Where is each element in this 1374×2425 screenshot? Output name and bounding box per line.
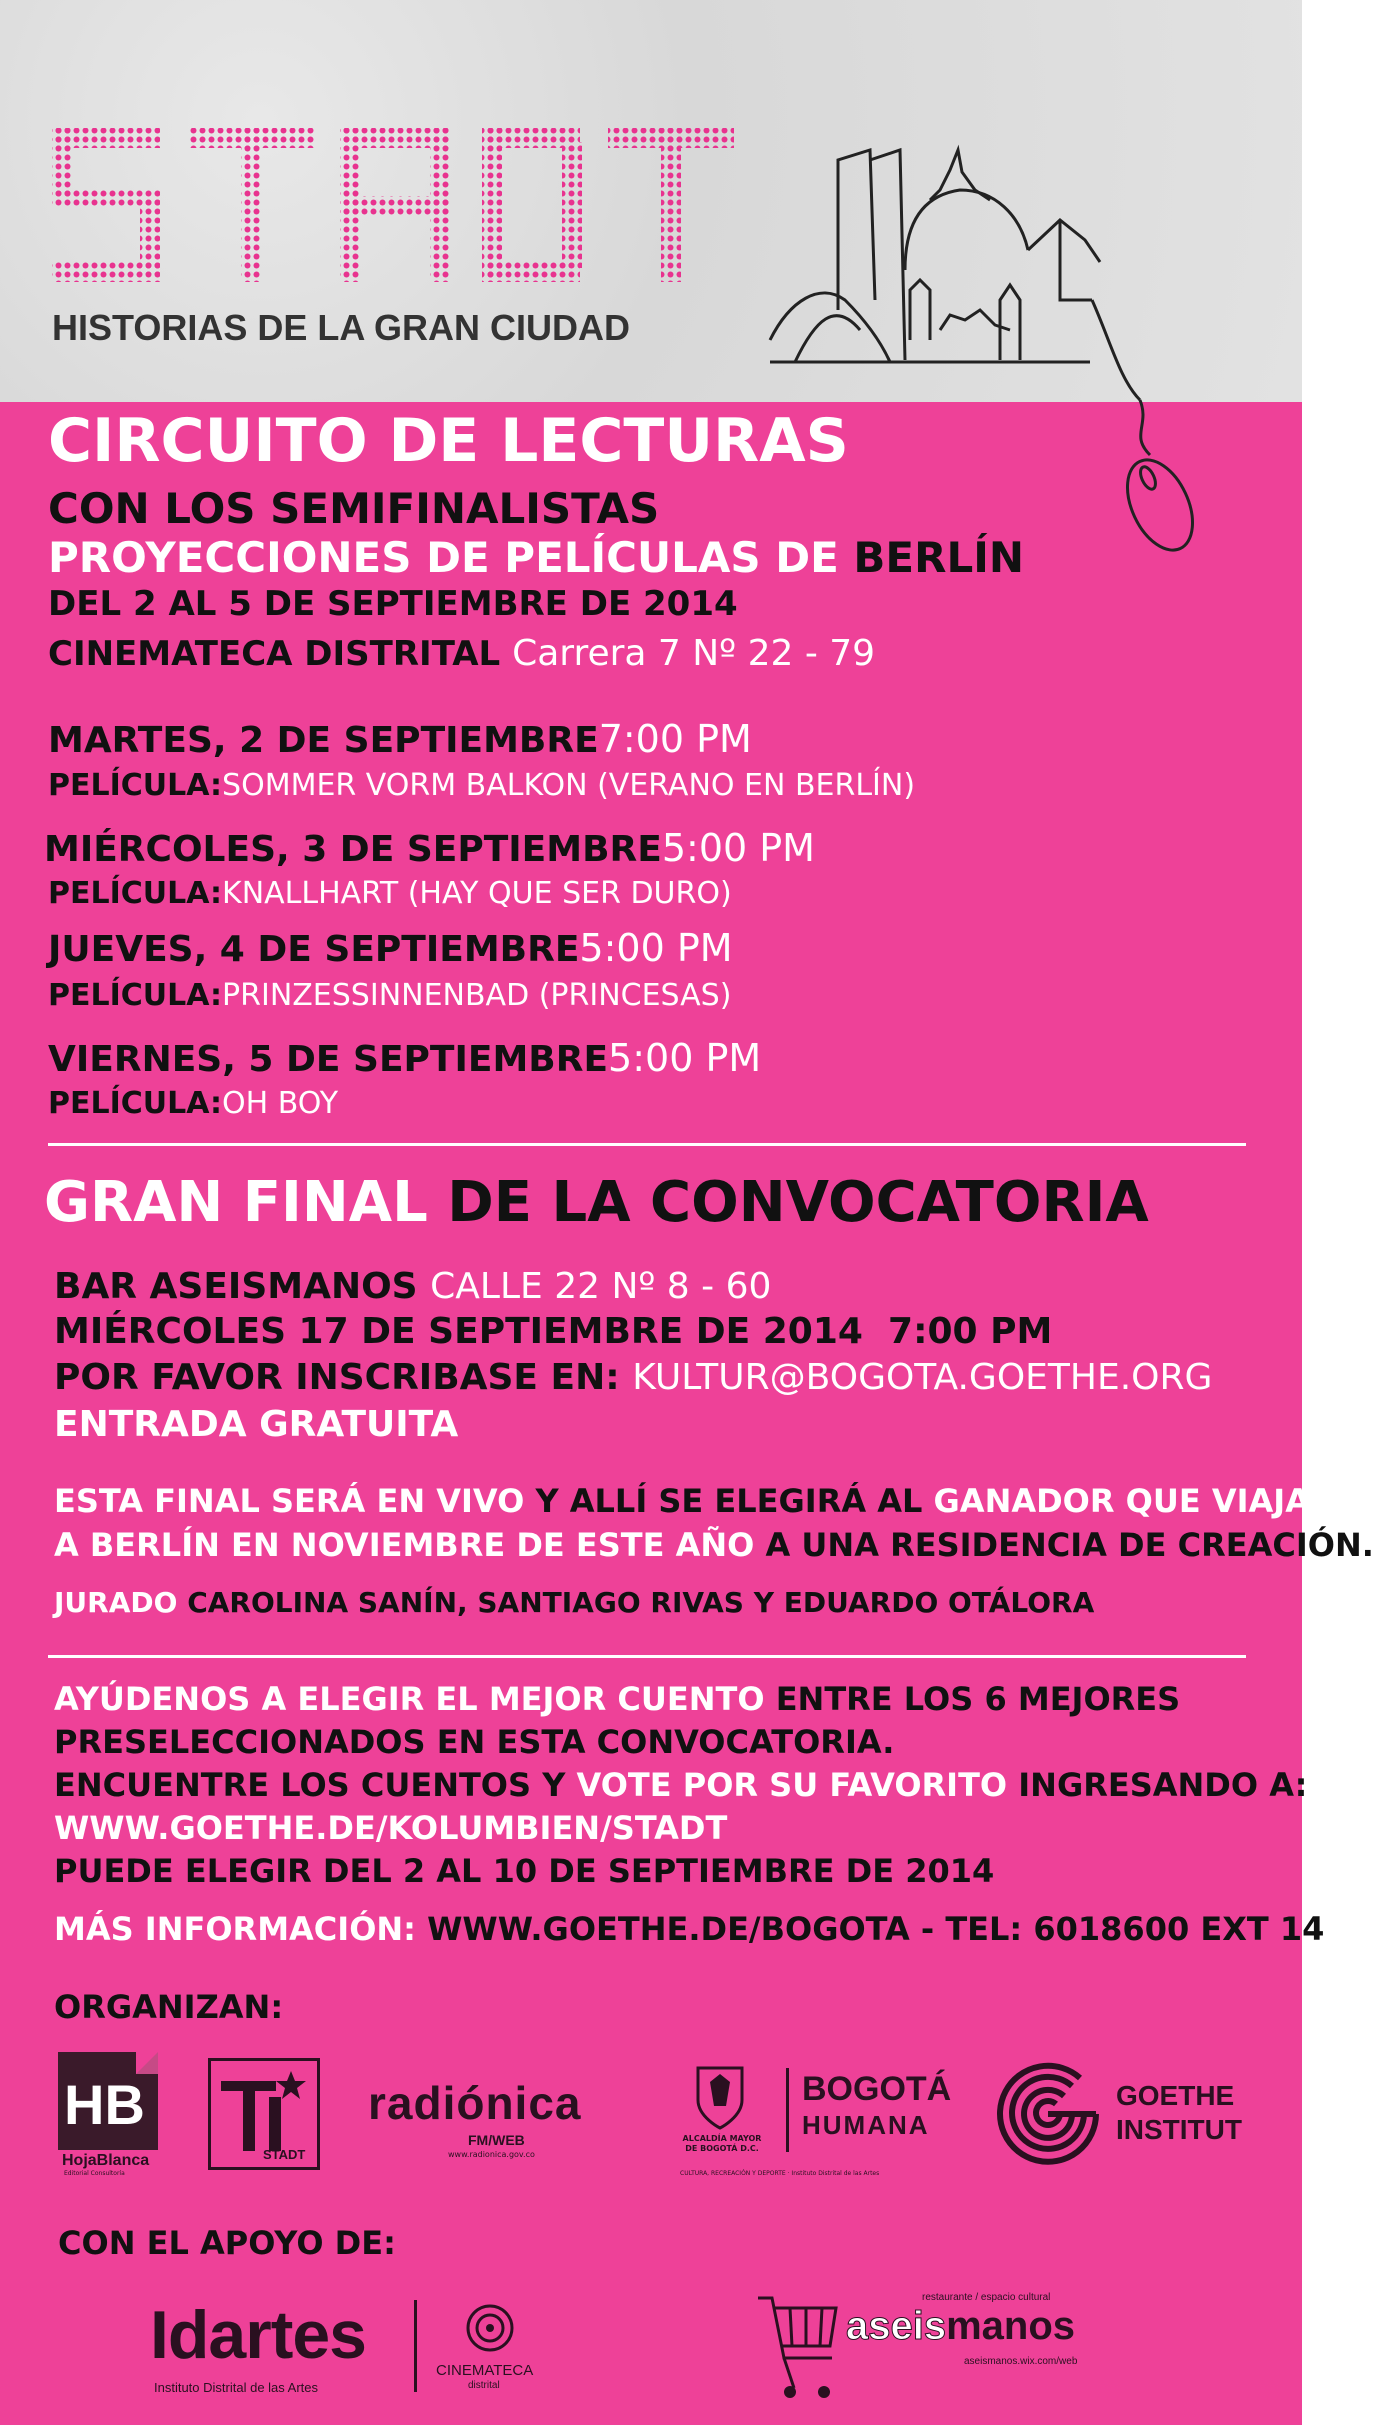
aseismanos-logo <box>754 2288 1094 2408</box>
vote-dates: PUEDE ELEGIR DEL 2 AL 10 DE SEPTIEMBRE DE 2014 <box>54 1852 995 1890</box>
intro-venue-line <box>48 633 875 674</box>
bogota-humana-logo <box>676 2062 952 2180</box>
logo-separator <box>786 2068 789 2152</box>
vote-url[interactable]: WWW.GOETHE.DE/KOLUMBIEN/STADT <box>54 1809 728 1847</box>
final-heading <box>44 1170 1149 1235</box>
vote-line-1 <box>54 1680 1180 1718</box>
screening-time: 5:00 PM <box>608 1036 762 1080</box>
screening-day-line <box>44 826 815 870</box>
intro-line3 <box>48 533 1024 582</box>
jury-names: CAROLINA SANÍN, SANTIAGO RIVAS Y EDUARDO OTÁLORA <box>187 1586 1095 1619</box>
bogota-text-2: HUMANA <box>802 2110 930 2140</box>
screening-film-label: PELÍCULA: <box>48 876 223 911</box>
intro-venue: CINEMATECA DISTRITAL <box>48 634 501 674</box>
final-p1d: GANADOR QUE VIAJARÁ <box>933 1482 1360 1520</box>
final-heading-a: GRAN FINAL <box>44 1170 428 1235</box>
more-info-value[interactable]: WWW.GOETHE.DE/BOGOTA - TEL: 6018600 EXT 14 <box>427 1910 1325 1948</box>
header-band <box>0 0 1302 402</box>
radionica-sub: FM/WEB <box>468 2132 525 2148</box>
screening-film-label: PELÍCULA: <box>48 768 223 803</box>
vote-line-3 <box>54 1766 1307 1804</box>
final-paragraph-2 <box>54 1526 1374 1564</box>
final-p2a: A BERLÍN EN NOVIEMBRE DE ESTE AÑO <box>54 1526 755 1564</box>
hojablanca-logo <box>58 2052 158 2176</box>
jury-label: JURADO <box>54 1586 178 1619</box>
final-date: MIÉRCOLES 17 DE SEPTIEMBRE DE 2014 <box>54 1311 863 1352</box>
vote-l1a: AYÚDENOS A ELEGIR EL MEJOR CUENTO <box>54 1680 765 1718</box>
screening-film: SOMMER VORM BALKON (VERANO EN BERLÍN) <box>222 768 916 803</box>
divider <box>48 1655 1246 1658</box>
aseismanos-name <box>846 2304 1075 2349</box>
screening-film-line <box>48 876 732 911</box>
alcaldia-name: ALCALDÍA MAYOR DE BOGOTÁ D.C. <box>682 2134 762 2153</box>
screening-film-label: PELÍCULA: <box>48 1086 223 1121</box>
stadt-dotted-title <box>52 128 734 282</box>
intro-dates: DEL 2 AL 5 DE SEPTIEMBRE DE 2014 <box>48 584 738 624</box>
vote-l3c: INGRESANDO A: <box>1018 1766 1308 1804</box>
header-subtitle: HISTORIAS DE LA GRAN CIUDAD <box>52 307 631 348</box>
stadt-header-art <box>0 0 1302 402</box>
hojablanca-sub: Editorial Consultoría <box>64 2170 125 2177</box>
organizers-label: ORGANIZAN: <box>54 1988 284 2026</box>
bogota-text-1: BOGOTÁ <box>802 2070 952 2108</box>
stadt-logo-text: STADT <box>263 2147 306 2162</box>
cinemateca-reel-icon <box>462 2300 518 2356</box>
final-register-label: POR FAVOR INSCRIBASE EN: <box>54 1357 620 1398</box>
computer-mouse-icon <box>1110 400 1230 570</box>
final-p1b: Y <box>535 1482 559 1520</box>
final-p1a: ESTA FINAL SERÁ EN VIVO <box>54 1482 525 1520</box>
screening-film: KNALLHART (HAY QUE SER DURO) <box>222 876 732 911</box>
screening-time: 7:00 PM <box>598 717 752 761</box>
screening-film: PRINZESSINNENBAD (PRINCESAS) <box>222 978 732 1013</box>
intro-address: Carrera 7 Nº 22 - 79 <box>512 633 876 674</box>
more-info-line <box>54 1910 1324 1948</box>
screening-film-line <box>48 978 731 1013</box>
final-entry: ENTRADA GRATUITA <box>54 1404 459 1445</box>
final-register-email[interactable]: KULTUR@BOGOTA.GOETHE.ORG <box>632 1357 1213 1398</box>
support-label: CON EL APOYO DE: <box>58 2224 396 2262</box>
idartes-name: Idartes <box>150 2297 366 2373</box>
cinemateca-logo <box>430 2300 560 2400</box>
goethe-text-1: GOETHE <box>1116 2080 1235 2111</box>
hojablanca-mark <box>58 2052 158 2150</box>
intro-line2: CON LOS SEMIFINALISTAS <box>48 484 660 533</box>
intro-heading: CIRCUITO DE LECTURAS <box>48 406 849 476</box>
aseismanos-url: aseismanos.wix.com/web <box>964 2356 1078 2367</box>
cinemateca-name: CINEMATECA <box>436 2362 534 2379</box>
screening-day: VIERNES, 5 DE SEPTIEMBRE <box>48 1039 609 1080</box>
hojablanca-name: HojaBlanca <box>62 2152 150 2169</box>
screening-time: 5:00 PM <box>579 926 733 970</box>
final-bar-address: CALLE 22 Nº 8 - 60 <box>430 1266 772 1307</box>
intro-line3a: PROYECCIONES DE PELÍCULAS DE <box>48 533 839 582</box>
screening-film: OH BOY <box>222 1086 339 1121</box>
cinemateca-sub: distrital <box>468 2380 500 2391</box>
radionica-name: radiónica <box>368 2077 582 2129</box>
vote-line-2: PRESELECCIONADOS EN ESTA CONVOCATORIA. <box>54 1723 895 1761</box>
shopping-cart-icon <box>754 2292 844 2404</box>
screening-film-label: PELÍCULA: <box>48 978 223 1013</box>
screening-day-line <box>48 926 733 970</box>
idartes-sub: Instituto Distrital de las Artes <box>154 2380 319 2395</box>
skyline-drawing <box>770 150 1140 400</box>
radionica-logo <box>368 2076 620 2166</box>
screening-film-line <box>48 768 915 803</box>
screening-day: MIÉRCOLES, 3 DE SEPTIEMBRE <box>44 829 662 870</box>
aseismanos-tag: restaurante / espacio cultural <box>922 2292 1051 2303</box>
goethe-text-2: INSTITUT <box>1116 2114 1242 2145</box>
screening-day: MARTES, 2 DE SEPTIEMBRE <box>48 720 599 761</box>
final-time: 7:00 PM <box>888 1311 1053 1352</box>
radionica-url: www.radionica.gov.co <box>448 2150 535 2159</box>
final-p2b: A UNA RESIDENCIA DE CREACIÓN. <box>765 1526 1374 1564</box>
screening-day-line <box>48 717 752 761</box>
final-paragraph-1 <box>54 1482 1359 1520</box>
vote-l3b: VOTE POR SU FAVORITO <box>576 1766 1008 1804</box>
screening-day: JUEVES, 4 DE SEPTIEMBRE <box>48 929 580 970</box>
vote-l3a: ENCUENTRE LOS CUENTOS Y <box>54 1766 566 1804</box>
bogota-shield-icon <box>690 2062 750 2132</box>
goethe-institut-logo <box>986 2052 1242 2182</box>
divider <box>48 1143 1246 1146</box>
goethe-circles-icon <box>986 2052 1110 2176</box>
final-date-line <box>54 1311 1052 1352</box>
final-register-line <box>54 1357 1212 1398</box>
jury-line <box>54 1586 1094 1619</box>
final-p1c: ALLÍ SE ELEGIRÁ AL <box>569 1482 923 1520</box>
logo-separator <box>414 2300 417 2392</box>
screening-time: 5:00 PM <box>661 826 815 870</box>
stadt-logo <box>208 2058 320 2170</box>
intro-line3b: BERLÍN <box>853 533 1024 582</box>
screening-film-line <box>48 1086 338 1121</box>
final-bar-line <box>54 1266 771 1307</box>
final-heading-b: DE LA CONVOCATORIA <box>447 1170 1149 1235</box>
final-bar: BAR ASEISMANOS <box>54 1266 418 1307</box>
more-info-label: MÁS INFORMACIÓN: <box>54 1910 416 1948</box>
vote-l1b: ENTRE LOS 6 MEJORES <box>775 1680 1181 1718</box>
idartes-logo <box>150 2296 410 2406</box>
hojablanca-mark-text: HB <box>64 2073 145 2136</box>
aseismanos-name-b: manos <box>946 2304 1076 2348</box>
screening-day-line <box>48 1036 761 1080</box>
aseismanos-name-a: aseis <box>846 2304 947 2348</box>
bogota-sub: CULTURA, RECREACIÓN Y DEPORTE · Instituto Distrital de las Artes <box>680 2170 880 2177</box>
